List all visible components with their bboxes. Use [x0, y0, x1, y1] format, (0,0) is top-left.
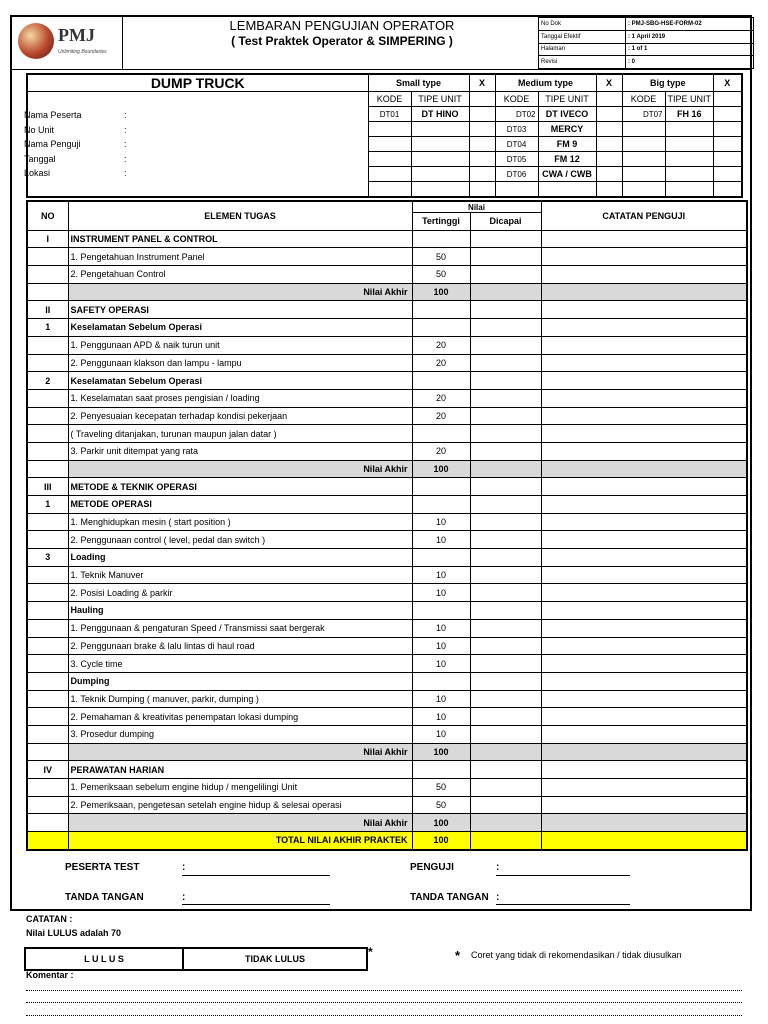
doc-value: : 1 April 2019	[626, 30, 754, 43]
logo-text: PMJ	[58, 25, 95, 45]
form-sheet	[10, 15, 752, 911]
row-element: 2. Penyesuaian kecepatan terhadap kondisi pekerjaan	[68, 407, 412, 425]
row-element: 2. Posisi Loading & parkir	[68, 584, 412, 602]
result-box	[24, 947, 368, 971]
table-row	[27, 230, 747, 248]
row-max-score: 100	[412, 460, 470, 478]
row-max-score	[412, 301, 470, 319]
table-row	[27, 389, 747, 407]
row-examiner-note[interactable]	[541, 602, 747, 620]
row-no	[27, 655, 68, 673]
medium-type-mark[interactable]: X	[596, 74, 622, 92]
row-max-score: 20	[412, 336, 470, 354]
row-element: PERAWATAN HARIAN	[68, 761, 412, 779]
row-element: Nilai Akhir	[68, 743, 412, 761]
peserta-sep: :	[182, 862, 186, 873]
row-max-score: 10	[412, 655, 470, 673]
row-max-score	[412, 496, 470, 514]
row-examiner-note[interactable]	[541, 460, 747, 478]
row-examiner-note[interactable]	[541, 319, 747, 337]
row-achieved-score[interactable]	[470, 478, 541, 496]
row-examiner-note[interactable]	[541, 619, 747, 637]
row-element: 1. Pemeriksaan sebelum engine hidup / mengelilingi Unit	[68, 779, 412, 797]
table-row	[27, 248, 747, 266]
row-max-score: 10	[412, 566, 470, 584]
row-no	[27, 708, 68, 726]
row-element: Hauling	[68, 602, 412, 620]
doc-value: : PMJ-SBG-HSE-FORM-02	[626, 18, 754, 31]
row-examiner-note[interactable]	[541, 230, 747, 248]
unit-kode: DT02	[495, 107, 538, 122]
row-element: TOTAL NILAI AKHIR PRAKTEK	[68, 832, 412, 850]
penguji-line[interactable]	[496, 875, 630, 876]
row-max-score: 100	[412, 743, 470, 761]
row-achieved-score[interactable]	[470, 708, 541, 726]
table-row	[27, 725, 747, 743]
row-examiner-note[interactable]	[541, 336, 747, 354]
row-element: 2. Penggunaan brake & lalu lintas di haul road	[68, 637, 412, 655]
table-row	[27, 602, 747, 620]
row-no: I	[27, 230, 68, 248]
logo-globe-icon	[18, 23, 54, 59]
penguji-label: PENGUJI	[410, 862, 454, 873]
row-achieved-score[interactable]	[470, 372, 541, 390]
row-no: 1	[27, 319, 68, 337]
col-tipe: TIPE UNIT	[538, 92, 596, 107]
row-achieved-score[interactable]	[470, 743, 541, 761]
coret-note: Coret yang tidak di rekomendasikan / tidak diusulkan	[471, 950, 682, 960]
row-max-score	[412, 549, 470, 567]
row-achieved-score[interactable]	[470, 248, 541, 266]
doc-value: : 0	[626, 56, 754, 69]
table-row	[27, 655, 747, 673]
vehicle-title: DUMP TRUCK	[27, 74, 368, 92]
row-max-score: 20	[412, 389, 470, 407]
table-row	[27, 531, 747, 549]
table-row	[27, 354, 747, 372]
row-max-score: 100	[412, 814, 470, 832]
table-row	[27, 796, 747, 814]
row-max-score: 20	[412, 354, 470, 372]
tanda-tangan-peserta-label: TANDA TANGAN	[65, 892, 144, 903]
unit-tipe: FM 12	[538, 152, 596, 167]
row-element: 1. Penggunaan APD & naik turun unit	[68, 336, 412, 354]
row-element: 2. Penggunaan klakson dan lampu - lampu	[68, 354, 412, 372]
form-title: LEMBARAN PENGUJIAN OPERATOR	[229, 18, 455, 33]
table-row	[27, 672, 747, 690]
col-kode: KODE	[622, 92, 665, 107]
table-row	[27, 708, 747, 726]
row-element: 1. Teknik Manuver	[68, 566, 412, 584]
unit-tipe: FM 9	[538, 137, 596, 152]
field-tanggal[interactable]: Tanggal :	[24, 153, 127, 164]
row-no	[27, 389, 68, 407]
row-examiner-note[interactable]	[541, 637, 747, 655]
unit-kode: DT04	[495, 137, 538, 152]
row-element: 1. Penggunaan & pengaturan Speed / Transmissi saat bergerak	[68, 619, 412, 637]
row-no	[27, 584, 68, 602]
row-examiner-note[interactable]	[541, 796, 747, 814]
table-row	[27, 832, 747, 850]
col-tertinggi: Tertinggi	[412, 213, 470, 231]
form-subtitle: ( Test Praktek Operator & SIMPERING )	[231, 34, 453, 48]
row-examiner-note[interactable]	[541, 283, 747, 301]
table-row	[27, 584, 747, 602]
komentar-line[interactable]	[26, 1015, 742, 1016]
row-achieved-score[interactable]	[470, 602, 541, 620]
row-max-score: 100	[412, 832, 470, 850]
row-achieved-score[interactable]	[470, 389, 541, 407]
komentar-label: Komentar :	[26, 970, 74, 980]
row-examiner-note[interactable]	[541, 513, 747, 531]
row-no	[27, 266, 68, 284]
row-max-score: 10	[412, 531, 470, 549]
big-type-mark[interactable]: X	[714, 74, 742, 92]
asterisk-mark: *	[455, 948, 461, 963]
row-no	[27, 283, 68, 301]
row-no	[27, 779, 68, 797]
row-examiner-note[interactable]	[541, 266, 747, 284]
row-no	[27, 690, 68, 708]
row-max-score: 10	[412, 725, 470, 743]
col-nilai: Nilai	[412, 201, 541, 213]
row-element: ( Traveling ditanjakan, turunan maupun jalan datar )	[68, 425, 412, 443]
row-achieved-score[interactable]	[470, 672, 541, 690]
participant-fields	[24, 110, 127, 183]
col-tipe: TIPE UNIT	[665, 92, 714, 107]
row-achieved-score[interactable]	[470, 690, 541, 708]
row-max-score	[412, 372, 470, 390]
row-element: Nilai Akhir	[68, 283, 412, 301]
row-achieved-score[interactable]	[470, 779, 541, 797]
row-max-score: 10	[412, 619, 470, 637]
assessment-table	[26, 200, 748, 851]
row-examiner-note[interactable]	[541, 407, 747, 425]
table-row	[27, 496, 747, 514]
col-no: NO	[27, 201, 68, 230]
row-examiner-note[interactable]	[541, 690, 747, 708]
row-examiner-note[interactable]	[541, 814, 747, 832]
row-max-score: 50	[412, 266, 470, 284]
row-max-score: 10	[412, 513, 470, 531]
row-achieved-score[interactable]	[470, 266, 541, 284]
row-achieved-score[interactable]	[470, 230, 541, 248]
doc-label: Halaman	[539, 43, 626, 56]
peserta-label: PESERTA TEST	[65, 862, 140, 873]
row-examiner-note[interactable]	[541, 389, 747, 407]
row-element: Keselamatan Sebelum Operasi	[68, 372, 412, 390]
row-element: Nilai Akhir	[68, 460, 412, 478]
table-row	[27, 460, 747, 478]
row-examiner-note[interactable]	[541, 531, 747, 549]
nilai-lulus-text: Nilai LULUS adalah 70	[26, 928, 122, 938]
row-element: 3. Cycle time	[68, 655, 412, 673]
row-max-score: 10	[412, 708, 470, 726]
field-lokasi[interactable]: Lokasi :	[24, 168, 127, 178]
row-achieved-score[interactable]	[470, 531, 541, 549]
table-row	[27, 442, 747, 460]
row-max-score: 20	[412, 442, 470, 460]
row-examiner-note[interactable]	[541, 354, 747, 372]
row-no	[27, 248, 68, 266]
row-examiner-note[interactable]	[541, 779, 747, 797]
vehicle-table	[26, 73, 743, 198]
row-element: 2. Pemeriksaan, pengetesan setelah engine hidup & selesai operasi	[68, 796, 412, 814]
row-examiner-note[interactable]	[541, 725, 747, 743]
row-examiner-note[interactable]	[541, 425, 747, 443]
row-no	[27, 354, 68, 372]
col-catatan: CATATAN PENGUJI	[541, 201, 747, 230]
tanda-tangan-peserta-line[interactable]	[182, 904, 330, 905]
row-achieved-score[interactable]	[470, 655, 541, 673]
table-row	[27, 549, 747, 567]
row-achieved-score[interactable]	[470, 425, 541, 443]
row-max-score: 50	[412, 248, 470, 266]
row-max-score	[412, 761, 470, 779]
row-examiner-note[interactable]	[541, 566, 747, 584]
table-row	[27, 478, 747, 496]
row-no: 2	[27, 372, 68, 390]
doc-label: Revisi	[539, 56, 626, 69]
table-row	[27, 690, 747, 708]
row-achieved-score[interactable]	[470, 814, 541, 832]
unit-tipe: FH 16	[665, 107, 714, 122]
table-row	[27, 743, 747, 761]
row-examiner-note[interactable]	[541, 496, 747, 514]
field-no-unit[interactable]: No Unit :	[24, 124, 127, 135]
row-no	[27, 336, 68, 354]
row-element: 3. Prosedur dumping	[68, 725, 412, 743]
row-no: II	[27, 301, 68, 319]
row-no	[27, 796, 68, 814]
row-element: Dumping	[68, 672, 412, 690]
field-nama-penguji[interactable]: Nama Penguji :	[24, 139, 127, 149]
row-examiner-note[interactable]	[541, 549, 747, 567]
row-examiner-note[interactable]	[541, 832, 747, 850]
table-row	[27, 301, 747, 319]
col-kode: KODE	[368, 92, 411, 107]
row-achieved-score[interactable]	[470, 283, 541, 301]
table-row	[27, 779, 747, 797]
row-max-score	[412, 672, 470, 690]
row-element: METODE OPERASI	[68, 496, 412, 514]
row-no: 3	[27, 549, 68, 567]
row-no: IV	[27, 761, 68, 779]
row-examiner-note[interactable]	[541, 761, 747, 779]
row-no	[27, 814, 68, 832]
komentar-line[interactable]	[26, 990, 742, 991]
row-no	[27, 513, 68, 531]
row-achieved-score[interactable]	[470, 407, 541, 425]
small-type-mark[interactable]: X	[469, 74, 495, 92]
row-max-score: 10	[412, 637, 470, 655]
row-achieved-score[interactable]	[470, 832, 541, 850]
row-no	[27, 531, 68, 549]
row-element: 1. Keselamatan saat proses pengisian / loading	[68, 389, 412, 407]
row-element: INSTRUMENT PANEL & CONTROL	[68, 230, 412, 248]
row-no	[27, 619, 68, 637]
row-no	[27, 460, 68, 478]
col-kode: KODE	[495, 92, 538, 107]
row-examiner-note[interactable]	[541, 655, 747, 673]
tanda-tangan-penguji-label: TANDA TANGAN	[410, 892, 489, 903]
table-row	[27, 761, 747, 779]
row-max-score: 100	[412, 283, 470, 301]
row-max-score: 10	[412, 690, 470, 708]
col-elemen: ELEMEN TUGAS	[68, 201, 412, 230]
komentar-line[interactable]	[26, 1002, 742, 1003]
table-row	[27, 336, 747, 354]
doc-value: : 1 of 1	[626, 43, 754, 56]
small-type-label: Small type	[368, 74, 469, 92]
catatan-label: CATATAN :	[26, 914, 73, 924]
row-achieved-score[interactable]	[470, 460, 541, 478]
asterisk-mark: *	[368, 945, 373, 959]
big-type-label: Big type	[622, 74, 714, 92]
row-achieved-score[interactable]	[470, 442, 541, 460]
row-element: 2. Pemahaman & kreativitas penempatan lokasi dumping	[68, 708, 412, 726]
row-examiner-note[interactable]	[541, 248, 747, 266]
row-no	[27, 425, 68, 443]
row-achieved-score[interactable]	[470, 354, 541, 372]
row-no	[27, 602, 68, 620]
row-no	[27, 637, 68, 655]
row-no	[27, 566, 68, 584]
row-achieved-score[interactable]	[470, 725, 541, 743]
row-max-score	[412, 230, 470, 248]
row-element: 1. Teknik Dumping ( manuver, parkir, dumping )	[68, 690, 412, 708]
row-element: SAFETY OPERASI	[68, 301, 412, 319]
table-row	[27, 283, 747, 301]
row-examiner-note[interactable]	[541, 442, 747, 460]
tanda-tangan-peserta-sep: :	[182, 892, 186, 903]
row-achieved-score[interactable]	[470, 319, 541, 337]
penguji-sep: :	[496, 862, 500, 873]
company-logo	[16, 21, 120, 65]
table-row	[27, 814, 747, 832]
col-tipe: TIPE UNIT	[411, 92, 469, 107]
lulus-option[interactable]: L U L U S	[26, 949, 184, 969]
table-row	[27, 425, 747, 443]
unit-tipe: MERCY	[538, 122, 596, 137]
row-max-score	[412, 602, 470, 620]
row-no	[27, 442, 68, 460]
row-examiner-note[interactable]	[541, 478, 747, 496]
unit-tipe: DT HINO	[411, 107, 469, 122]
unit-kode: DT01	[368, 107, 411, 122]
doc-label: No Dok	[539, 18, 626, 31]
row-achieved-score[interactable]	[470, 584, 541, 602]
row-examiner-note[interactable]	[541, 672, 747, 690]
row-max-score: 10	[412, 584, 470, 602]
row-no	[27, 832, 68, 850]
row-max-score: 20	[412, 407, 470, 425]
unit-kode: DT03	[495, 122, 538, 137]
row-max-score: 50	[412, 779, 470, 797]
row-achieved-score[interactable]	[470, 796, 541, 814]
row-achieved-score[interactable]	[470, 761, 541, 779]
doc-info-table	[538, 17, 754, 69]
row-examiner-note[interactable]	[541, 301, 747, 319]
table-row	[27, 637, 747, 655]
row-achieved-score[interactable]	[470, 619, 541, 637]
row-element: 3. Parkir unit ditempat yang rata	[68, 442, 412, 460]
table-row	[27, 566, 747, 584]
row-element: 1. Menghidupkan mesin ( start position )	[68, 513, 412, 531]
row-examiner-note[interactable]	[541, 584, 747, 602]
row-achieved-score[interactable]	[470, 637, 541, 655]
row-no	[27, 407, 68, 425]
row-no	[27, 672, 68, 690]
table-row	[27, 319, 747, 337]
row-element: 1. Pengetahuan Instrument Panel	[68, 248, 412, 266]
logo-tagline: Unlimiting Boundaries	[58, 49, 107, 55]
unit-kode: DT07	[622, 107, 665, 122]
unit-kode: DT05	[495, 152, 538, 167]
table-row	[27, 407, 747, 425]
row-achieved-score[interactable]	[470, 301, 541, 319]
row-examiner-note[interactable]	[541, 743, 747, 761]
row-examiner-note[interactable]	[541, 372, 747, 390]
unit-kode: DT06	[495, 167, 538, 182]
row-max-score	[412, 478, 470, 496]
tanda-tangan-penguji-sep: :	[496, 892, 500, 903]
table-row	[27, 266, 747, 284]
row-element: Loading	[68, 549, 412, 567]
tidak-lulus-option[interactable]: TIDAK LULUS	[245, 954, 305, 964]
row-max-score: 50	[412, 796, 470, 814]
unit-tipe: CWA / CWB	[538, 167, 596, 182]
peserta-line[interactable]	[182, 875, 330, 876]
row-element: 2. Pengetahuan Control	[68, 266, 412, 284]
medium-type-label: Medium type	[495, 74, 596, 92]
col-dicapai: Dicapai	[470, 213, 541, 231]
tanda-tangan-penguji-line[interactable]	[496, 904, 630, 905]
row-element: METODE & TEKNIK OPERASI	[68, 478, 412, 496]
row-no: 1	[27, 496, 68, 514]
row-element: Nilai Akhir	[68, 814, 412, 832]
row-no	[27, 743, 68, 761]
row-no	[27, 725, 68, 743]
field-nama-peserta[interactable]: Nama Peserta :	[24, 110, 127, 120]
row-max-score	[412, 425, 470, 443]
row-max-score	[412, 319, 470, 337]
row-element: 2. Penggunaan control ( level, pedal dan switch )	[68, 531, 412, 549]
row-achieved-score[interactable]	[470, 566, 541, 584]
table-row	[27, 619, 747, 637]
row-no: III	[27, 478, 68, 496]
row-element: Keselamatan Sebelum Operasi	[68, 319, 412, 337]
row-achieved-score[interactable]	[470, 336, 541, 354]
row-achieved-score[interactable]	[470, 549, 541, 567]
row-achieved-score[interactable]	[470, 513, 541, 531]
unit-tipe: DT IVECO	[538, 107, 596, 122]
row-achieved-score[interactable]	[470, 496, 541, 514]
table-row	[27, 513, 747, 531]
table-row	[27, 372, 747, 390]
doc-label: Tanggal Efektif	[539, 30, 626, 43]
row-examiner-note[interactable]	[541, 708, 747, 726]
